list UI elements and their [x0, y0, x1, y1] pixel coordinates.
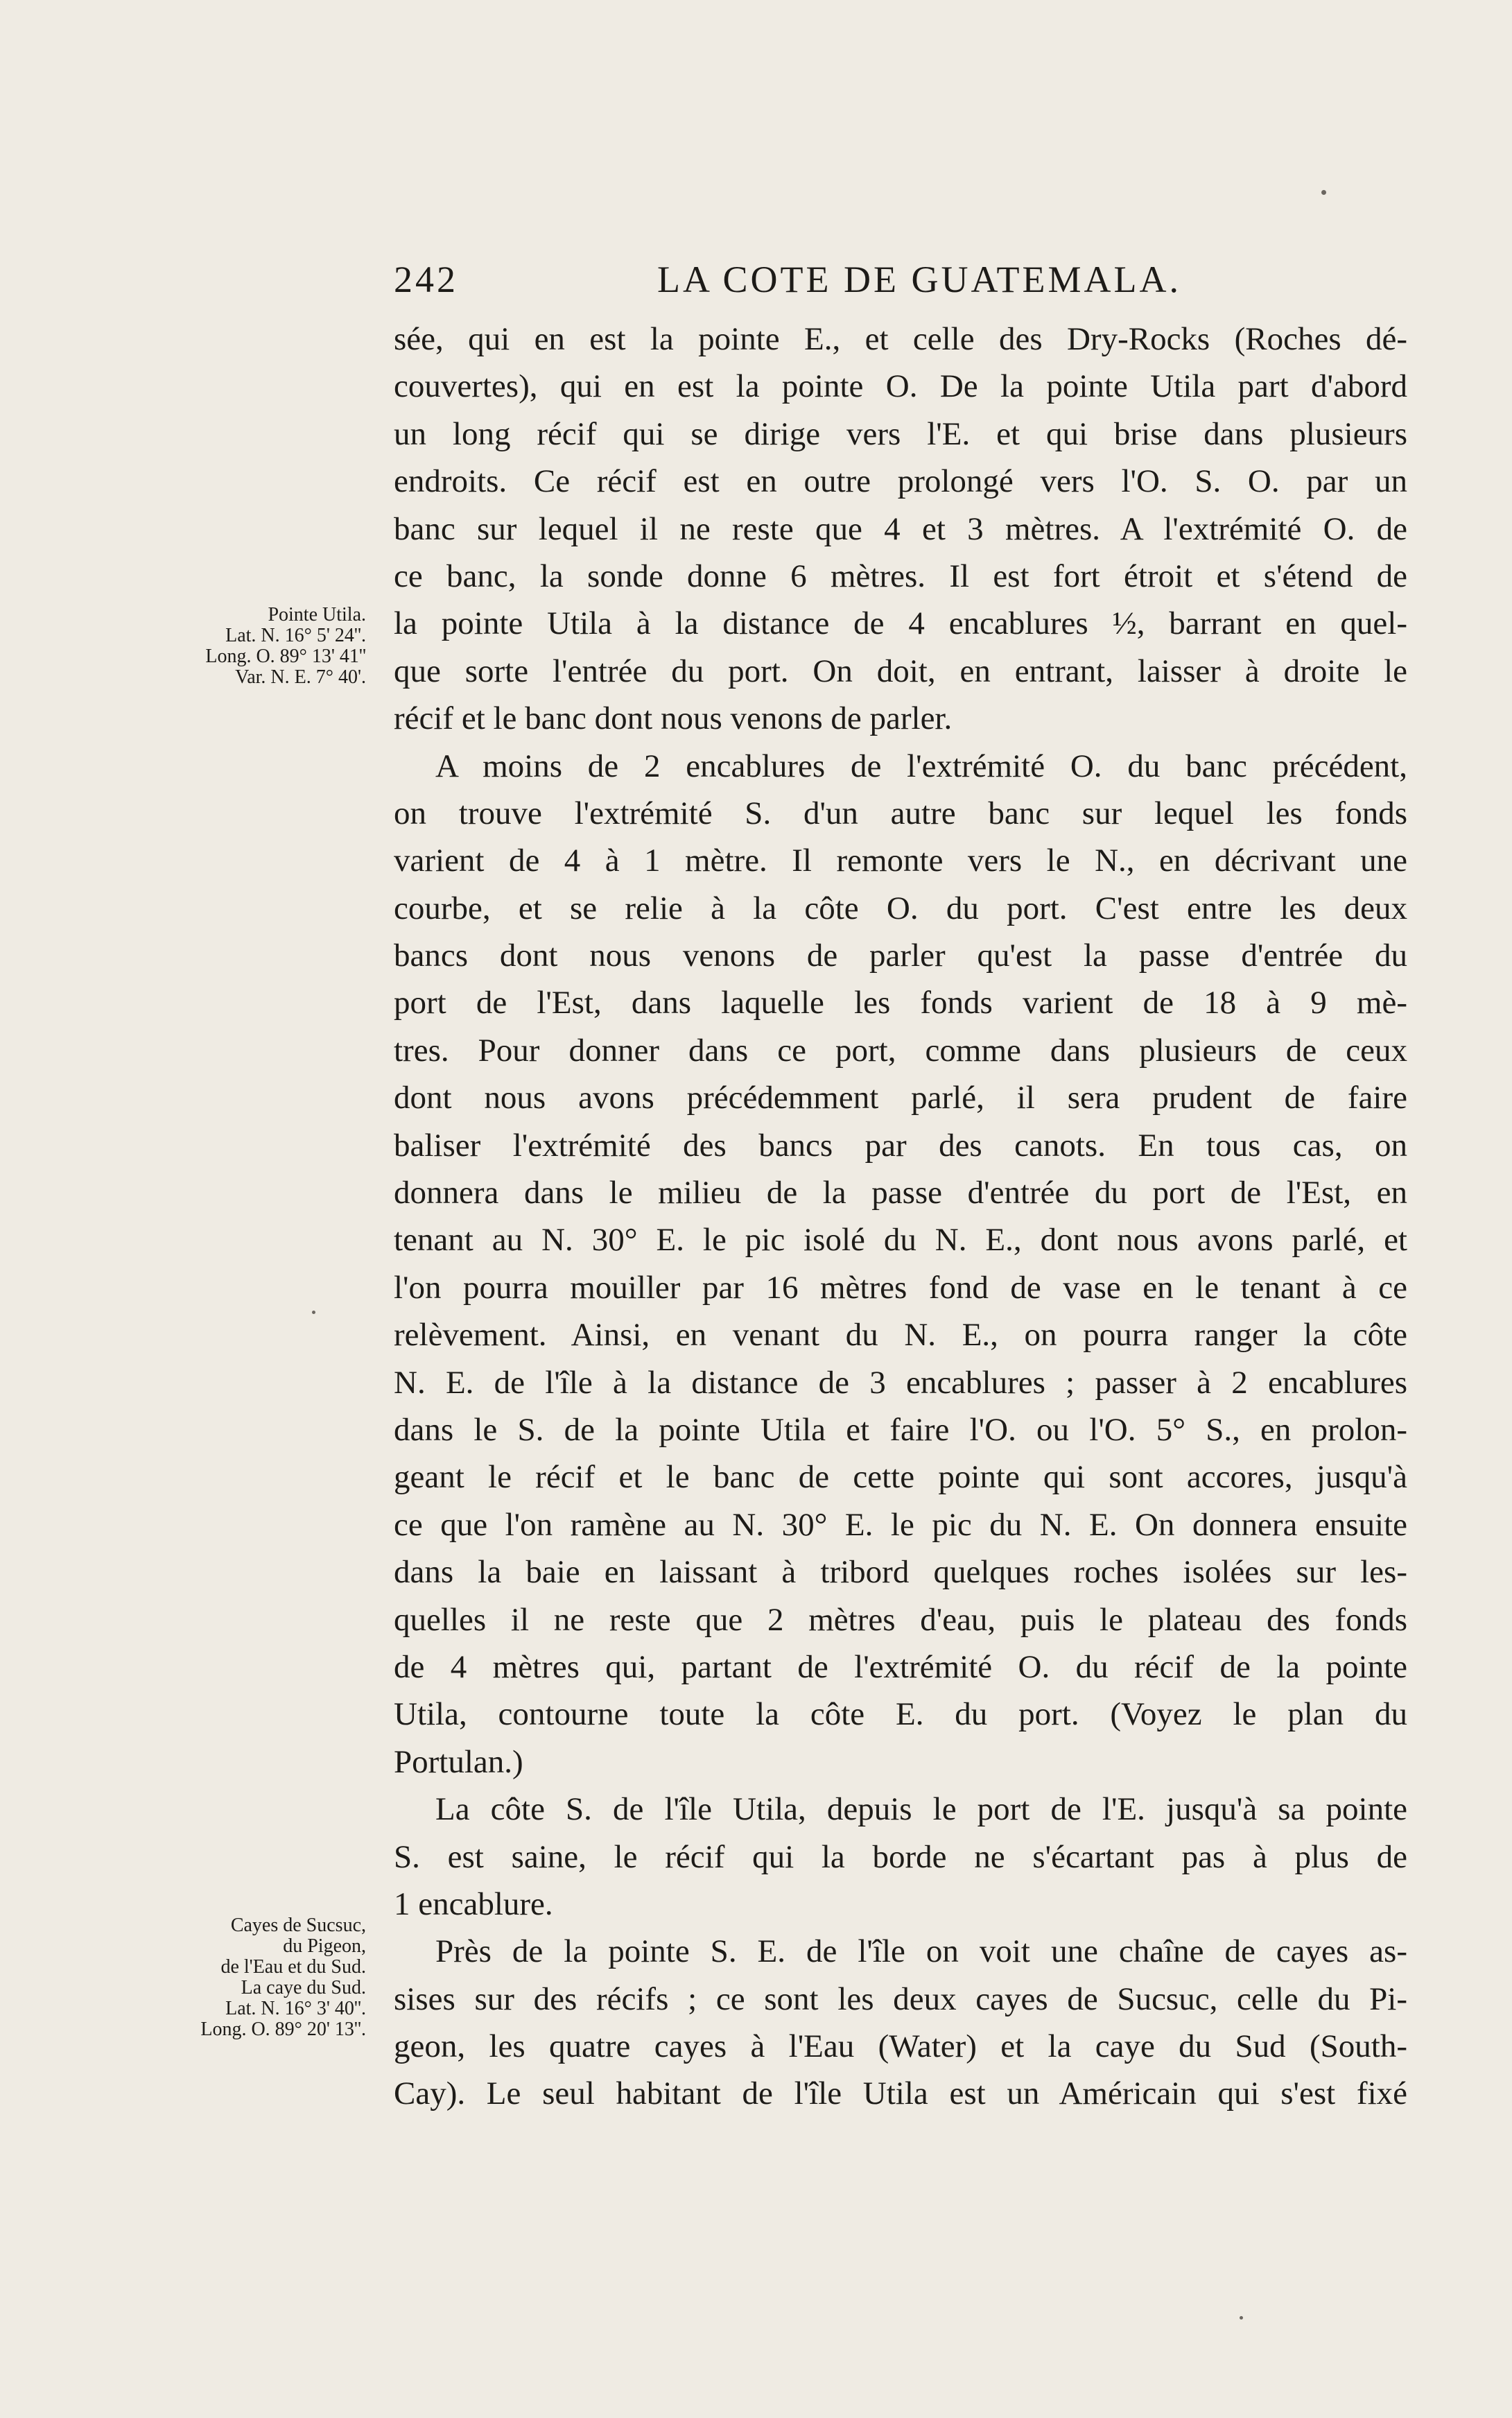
text-line: on trouve l'extrémité S. d'un autre banc sur lequel les fonds [394, 795, 1407, 831]
text-line: donnera dans le milieu de la passe d'entrée du port de l'Est, en [394, 1175, 1407, 1211]
text-line: sises sur des récifs ; ce sont les deux cayes de Sucsuc, celle du Pi- [394, 1980, 1407, 2017]
text-line: A moins de 2 encablures de l'extrémité O. du banc précédent, [435, 748, 1407, 784]
text-line: l'on pourra mouiller par 16 mètres fond de vase en le tenant à ce [394, 1269, 1407, 1306]
text-line: dans le S. de la pointe Utila et faire l'O. ou l'O. 5° S., en prolon- [394, 1411, 1407, 1448]
text-line: quelles il ne reste que 2 mètres d'eau, puis le plateau des fonds [394, 1601, 1407, 1638]
text-line: ce que l'on ramène au N. 30° E. le pic du N. E. On donnera ensuite [394, 1506, 1407, 1543]
paper-speck [1240, 2316, 1243, 2320]
text-line: N. E. de l'île à la distance de 3 encablures ; passer à 2 encablures [394, 1364, 1407, 1401]
text-line: relèvement. Ainsi, en venant du N. E., on pourra ranger la côte [394, 1317, 1407, 1354]
paper-speck [1321, 190, 1326, 195]
text-line: ce banc, la sonde donne 6 mètres. Il est fort étroit et s'étend de [394, 558, 1407, 594]
text-line: endroits. Ce récif est en outre prolongé vers l'O. S. O. par un [394, 463, 1407, 500]
page-number: 242 [394, 259, 458, 300]
text-line: dans la baie en laissant à tribord quelques roches isolées sur les- [394, 1554, 1407, 1591]
text-line: courbe, et se relie à la côte O. du port. C'est entre les deux [394, 890, 1407, 926]
margin-note-line: Var. N. E. 7° 40'. [235, 666, 366, 688]
text-line: récif et le banc dont nous venons de parler. [394, 700, 953, 737]
text-line: geon, les quatre cayes à l'Eau (Water) et la caye du Sud (South- [394, 2028, 1407, 2065]
margin-note-line: La caye du Sud. [241, 1977, 366, 1998]
text-line: un long récif qui se dirige vers l'E. et qui brise dans plusieurs [394, 415, 1407, 452]
text-line: dont nous avons précédemment parlé, il sera prudent de faire [394, 1080, 1407, 1116]
main-text [394, 316, 1407, 2118]
text-line: baliser l'extrémité des bancs par des canots. En tous cas, on [394, 1127, 1407, 1164]
text-line: de 4 mètres qui, partant de l'extrémité O. du récif de la pointe [394, 1648, 1407, 1685]
text-line: varient de 4 à 1 mètre. Il remonte vers le N., en décrivant une [394, 843, 1407, 879]
text-line: 1 encablure. [394, 1885, 553, 1922]
text-line: tenant au N. 30° E. le pic isolé du N. E., dont nous avons parlé, et [394, 1222, 1407, 1259]
text-line: que sorte l'entrée du port. On doit, en entrant, laisser à droite le [394, 653, 1407, 689]
margin-note-line: de l'Eau et du Sud. [220, 1956, 366, 1978]
margin-note-line: Lat. N. 16° 3' 40''. [225, 1998, 366, 2019]
text-line: Utila, contourne toute la côte E. du port. (Voyez le plan du [394, 1696, 1407, 1733]
margin-note-line: Pointe Utila. [268, 604, 366, 625]
text-line: sée, qui en est la pointe E., et celle des Dry-Rocks (Roches dé- [394, 321, 1407, 357]
text-line: S. est saine, le récif qui la borde ne s'écartant pas à plus de [394, 1838, 1407, 1875]
text-line: geant le récif et le banc de cette pointe qui sont accores, jusqu'à [394, 1459, 1407, 1496]
text-line: Près de la pointe S. E. de l'île on voit une chaîne de cayes as- [435, 1933, 1407, 1970]
text-line: Portulan.) [394, 1743, 523, 1780]
text-line: Cay). Le seul habitant de l'île Utila est un Américain qui s'est fixé [394, 2075, 1407, 2112]
margin-note-pointe-utila [158, 605, 366, 688]
margin-note-line: Long. O. 89° 20' 13''. [200, 2019, 366, 2040]
margin-note-line: Long. O. 89° 13' 41'' [205, 646, 366, 667]
text-line: la pointe Utila à la distance de 4 encablures ½, barrant en quel- [394, 605, 1407, 642]
text-line: tres. Pour donner dans ce port, comme dans plusieurs de ceux [394, 1032, 1407, 1069]
margin-note-cayes [158, 1915, 366, 2040]
page-header [394, 258, 1407, 306]
running-title: LA COTE DE GUATEMALA. [657, 259, 1181, 300]
margin-note-line: du Pigeon, [283, 1935, 366, 1957]
paper-speck [312, 1311, 315, 1314]
text-line: bancs dont nous venons de parler qu'est la passe d'entrée du [394, 938, 1407, 974]
text-line: couvertes), qui en est la pointe O. De la pointe Utila part d'abord [394, 368, 1407, 405]
margin-note-line: Cayes de Sucsuc, [230, 1915, 366, 1936]
text-line: port de l'Est, dans laquelle les fonds varient de 18 à 9 mè- [394, 985, 1407, 1021]
margin-note-line: Lat. N. 16° 5' 24''. [225, 625, 366, 646]
text-line: banc sur lequel il ne reste que 4 et 3 mètres. A l'extrémité O. de [394, 510, 1407, 547]
text-line: La côte S. de l'île Utila, depuis le port de l'E. jusqu'à sa pointe [435, 1791, 1407, 1828]
